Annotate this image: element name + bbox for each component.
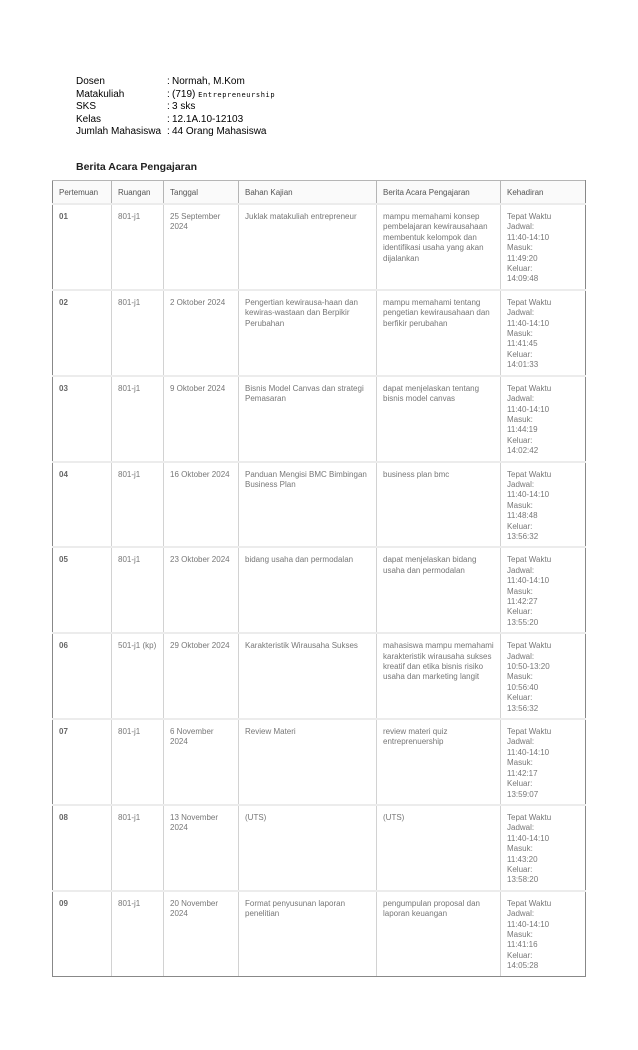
attendance-status: Tepat Waktu	[507, 297, 552, 307]
attendance-status: Tepat Waktu	[507, 641, 552, 651]
cell-tanggal: 25 September 2024	[164, 204, 239, 290]
check-in-time: 11:42:17	[507, 768, 538, 778]
cell-pertemuan: 06	[53, 633, 112, 719]
schedule-time: 11:40-14:10	[507, 747, 550, 757]
separator: :	[167, 126, 170, 138]
header-tanggal: Tanggal	[164, 181, 239, 205]
check-out-time: 13:59:07	[507, 789, 539, 799]
cell-ruangan: 501-j1 (kp)	[112, 633, 164, 719]
cell-bahan-kajian: Format penyusunan laporan penelitian	[239, 891, 377, 976]
cell-pertemuan: 02	[53, 290, 112, 376]
matakuliah-name: Entrepreneurship	[198, 90, 276, 99]
table-row	[53, 290, 586, 376]
schedule-time: 11:40-14:10	[507, 318, 550, 328]
info-row-jumlah	[76, 126, 275, 139]
schedule-label: Jadwal:	[507, 737, 535, 747]
dosen-value: Normah, M.Kom	[172, 76, 245, 87]
schedule-time: 11:40-14:10	[507, 404, 550, 414]
cell-berita-acara: business plan bmc	[377, 462, 501, 548]
cell-tanggal: 6 November 2024	[164, 719, 239, 805]
check-in-label: Masuk:	[507, 500, 533, 510]
cell-kehadiran	[501, 290, 586, 376]
attendance-status: Tepat Waktu	[507, 383, 552, 393]
header-ruangan: Ruangan	[112, 181, 164, 205]
check-out-label: Keluar:	[507, 607, 533, 617]
matakuliah-code: (719)	[172, 88, 196, 100]
attendance-status: Tepat Waktu	[507, 212, 552, 221]
check-in-label: Masuk:	[507, 672, 533, 682]
schedule-time: 11:40-14:10	[507, 919, 550, 929]
matakuliah-label: Matakuliah	[76, 88, 125, 100]
cell-kehadiran	[501, 805, 586, 891]
check-out-time: 14:02:42	[507, 446, 539, 456]
cell-kehadiran	[501, 376, 586, 462]
attendance-status: Tepat Waktu	[507, 555, 552, 565]
cell-berita-acara: (UTS)	[377, 805, 501, 891]
cell-berita-acara: mahasiswa mampu memahami karakteristik wirausaha sukses kreatif dan etika bisnis risiko usaha dan marketing langit	[377, 633, 501, 719]
check-in-label: Masuk:	[507, 243, 533, 253]
check-in-time: 11:48:48	[507, 511, 538, 521]
cell-ruangan: 801-j1	[112, 547, 164, 633]
cell-ruangan: 801-j1	[112, 719, 164, 805]
kelas-label: Kelas	[76, 113, 102, 125]
cell-bahan-kajian: bidang usaha dan permodalan	[239, 547, 377, 633]
schedule-time: 11:40-14:10	[507, 833, 550, 843]
table-row	[53, 891, 586, 976]
info-row-sks	[76, 101, 275, 114]
check-out-label: Keluar:	[507, 521, 533, 531]
section-title: Berita Acara Pengajaran	[76, 161, 198, 173]
table-row	[53, 805, 586, 891]
cell-tanggal: 13 November 2024	[164, 805, 239, 891]
cell-pertemuan: 07	[53, 719, 112, 805]
jumlah-value: 44 Orang Mahasiswa	[172, 126, 267, 138]
schedule-label: Jadwal:	[507, 823, 535, 833]
cell-pertemuan: 01	[53, 204, 112, 290]
cell-bahan-kajian: Karakteristik Wirausaha Sukses	[239, 633, 377, 719]
check-in-time: 11:42:27	[507, 597, 538, 606]
cell-tanggal: 9 Oktober 2024	[164, 376, 239, 462]
dosen-label: Dosen	[76, 76, 105, 87]
cell-ruangan: 801-j1	[112, 290, 164, 376]
check-in-label: Masuk:	[507, 414, 533, 424]
cell-tanggal: 16 Oktober 2024	[164, 462, 239, 548]
cell-tanggal: 23 Oktober 2024	[164, 547, 239, 633]
check-in-label: Masuk:	[507, 929, 533, 939]
cell-bahan-kajian: Pengertian kewirausa-haan dan kewiras-wastaan dan Berpikir Perubahan	[239, 290, 377, 376]
cell-pertemuan: 05	[53, 547, 112, 633]
cell-ruangan: 801-j1	[112, 891, 164, 976]
cell-kehadiran	[501, 204, 586, 290]
cell-berita-acara: review materi quiz entreprenuership	[377, 719, 501, 805]
cell-kehadiran	[501, 462, 586, 548]
info-row-kelas	[76, 114, 275, 127]
check-out-time: 13:55:20	[507, 617, 539, 627]
attendance-status: Tepat Waktu	[507, 469, 552, 479]
attendance-status: Tepat Waktu	[507, 727, 552, 737]
check-out-time: 13:56:32	[507, 703, 539, 713]
table-row	[53, 462, 586, 548]
header-bahan-kajian: Bahan Kajian	[239, 181, 377, 205]
cell-kehadiran	[501, 719, 586, 805]
table-row	[53, 633, 586, 719]
schedule-time: 11:40-14:10	[507, 232, 550, 242]
schedule-label: Jadwal:	[507, 909, 535, 919]
check-out-time: 14:05:28	[507, 961, 539, 971]
schedule-label: Jadwal:	[507, 394, 535, 404]
cell-kehadiran	[501, 547, 586, 633]
cell-kehadiran	[501, 891, 586, 976]
attendance-table	[52, 180, 586, 977]
header-berita-acara: Berita Acara Pengajaran	[377, 181, 501, 205]
check-out-time: 14:01:33	[507, 360, 539, 370]
cell-ruangan: 801-j1	[112, 204, 164, 290]
schedule-time: 11:40-14:10	[507, 490, 550, 500]
attendance-status: Tepat Waktu	[507, 812, 552, 822]
schedule-time: 11:40-14:10	[507, 576, 550, 586]
header-kehadiran: Kehadiran	[501, 181, 586, 205]
check-in-time: 11:41:16	[507, 940, 538, 950]
cell-bahan-kajian: Juklak matakuliah entrepreneur	[239, 204, 377, 290]
separator: :	[167, 101, 170, 113]
cell-tanggal: 20 November 2024	[164, 891, 239, 976]
schedule-label: Jadwal:	[507, 651, 535, 661]
schedule-label: Jadwal:	[507, 222, 535, 232]
header-pertemuan: Pertemuan	[53, 181, 112, 205]
cell-bahan-kajian: Panduan Mengisi BMC Bimbingan Business Plan	[239, 462, 377, 548]
cell-ruangan: 801-j1	[112, 376, 164, 462]
check-in-time: 11:49:20	[507, 253, 538, 263]
check-out-label: Keluar:	[507, 693, 533, 703]
sks-value: 3 sks	[172, 101, 196, 113]
sks-label: SKS	[76, 101, 97, 113]
cell-pertemuan: 09	[53, 891, 112, 976]
check-out-time: 13:58:20	[507, 875, 539, 885]
cell-pertemuan: 08	[53, 805, 112, 891]
cell-berita-acara: pengumpulan proposal dan laporan keuangan	[377, 891, 501, 976]
check-out-label: Keluar:	[507, 435, 533, 445]
check-out-label: Keluar:	[507, 779, 533, 789]
table-row	[53, 719, 586, 805]
cell-bahan-kajian: Review Materi	[239, 719, 377, 805]
schedule-label: Jadwal:	[507, 479, 535, 489]
check-in-label: Masuk:	[507, 758, 533, 768]
check-in-label: Masuk:	[507, 329, 533, 339]
check-in-time: 10:56:40	[507, 682, 539, 692]
check-in-label: Masuk:	[507, 586, 533, 596]
check-out-label: Keluar:	[507, 349, 533, 359]
check-out-time: 14:09:48	[507, 274, 539, 284]
check-in-time: 11:41:45	[507, 339, 538, 349]
schedule-label: Jadwal:	[507, 565, 535, 575]
table-row	[53, 376, 586, 462]
cell-berita-acara: mampu memahami konsep pembelajaran kewirausahaan membentuk kelompok dan identifikasi usaha yang akan dijalankan	[377, 204, 501, 290]
jumlah-label: Jumlah Mahasiswa	[76, 126, 162, 138]
cell-pertemuan: 03	[53, 376, 112, 462]
check-out-label: Keluar:	[507, 264, 533, 274]
info-row-dosen	[76, 76, 275, 89]
cell-bahan-kajian: Bisnis Model Canvas dan strategi Pemasaran	[239, 376, 377, 462]
cell-tanggal: 2 Oktober 2024	[164, 290, 239, 376]
kelas-value: 12.1A.10-12103	[172, 113, 244, 125]
cell-kehadiran	[501, 633, 586, 719]
cell-bahan-kajian: (UTS)	[239, 805, 377, 891]
separator: :	[167, 113, 170, 125]
cell-ruangan: 801-j1	[112, 462, 164, 548]
table-header-row	[53, 181, 586, 205]
check-in-label: Masuk:	[507, 844, 533, 854]
cell-berita-acara: mampu memahami tentang pengetian kewirausahaan dan berfikir perubahan	[377, 290, 501, 376]
cell-pertemuan: 04	[53, 462, 112, 548]
cell-tanggal: 29 Oktober 2024	[164, 633, 239, 719]
info-row-matakuliah	[76, 89, 275, 102]
table-row	[53, 204, 586, 290]
schedule-time: 10:50-13:20	[507, 662, 550, 672]
cell-ruangan: 801-j1	[112, 805, 164, 891]
cell-berita-acara: dapat menjelaskan tentang bisnis model canvas	[377, 376, 501, 462]
schedule-label: Jadwal:	[507, 308, 535, 318]
separator: :	[167, 88, 170, 100]
attendance-status: Tepat Waktu	[507, 898, 552, 908]
table-row	[53, 547, 586, 633]
check-out-label: Keluar:	[507, 864, 533, 874]
cell-berita-acara: dapat menjelaskan bidang usaha dan permodalan	[377, 547, 501, 633]
check-in-time: 11:44:19	[507, 425, 538, 435]
separator: :	[167, 76, 170, 87]
check-out-time: 13:56:32	[507, 531, 539, 541]
course-info	[76, 76, 275, 139]
check-out-label: Keluar:	[507, 950, 533, 960]
check-in-time: 11:43:20	[507, 854, 538, 864]
